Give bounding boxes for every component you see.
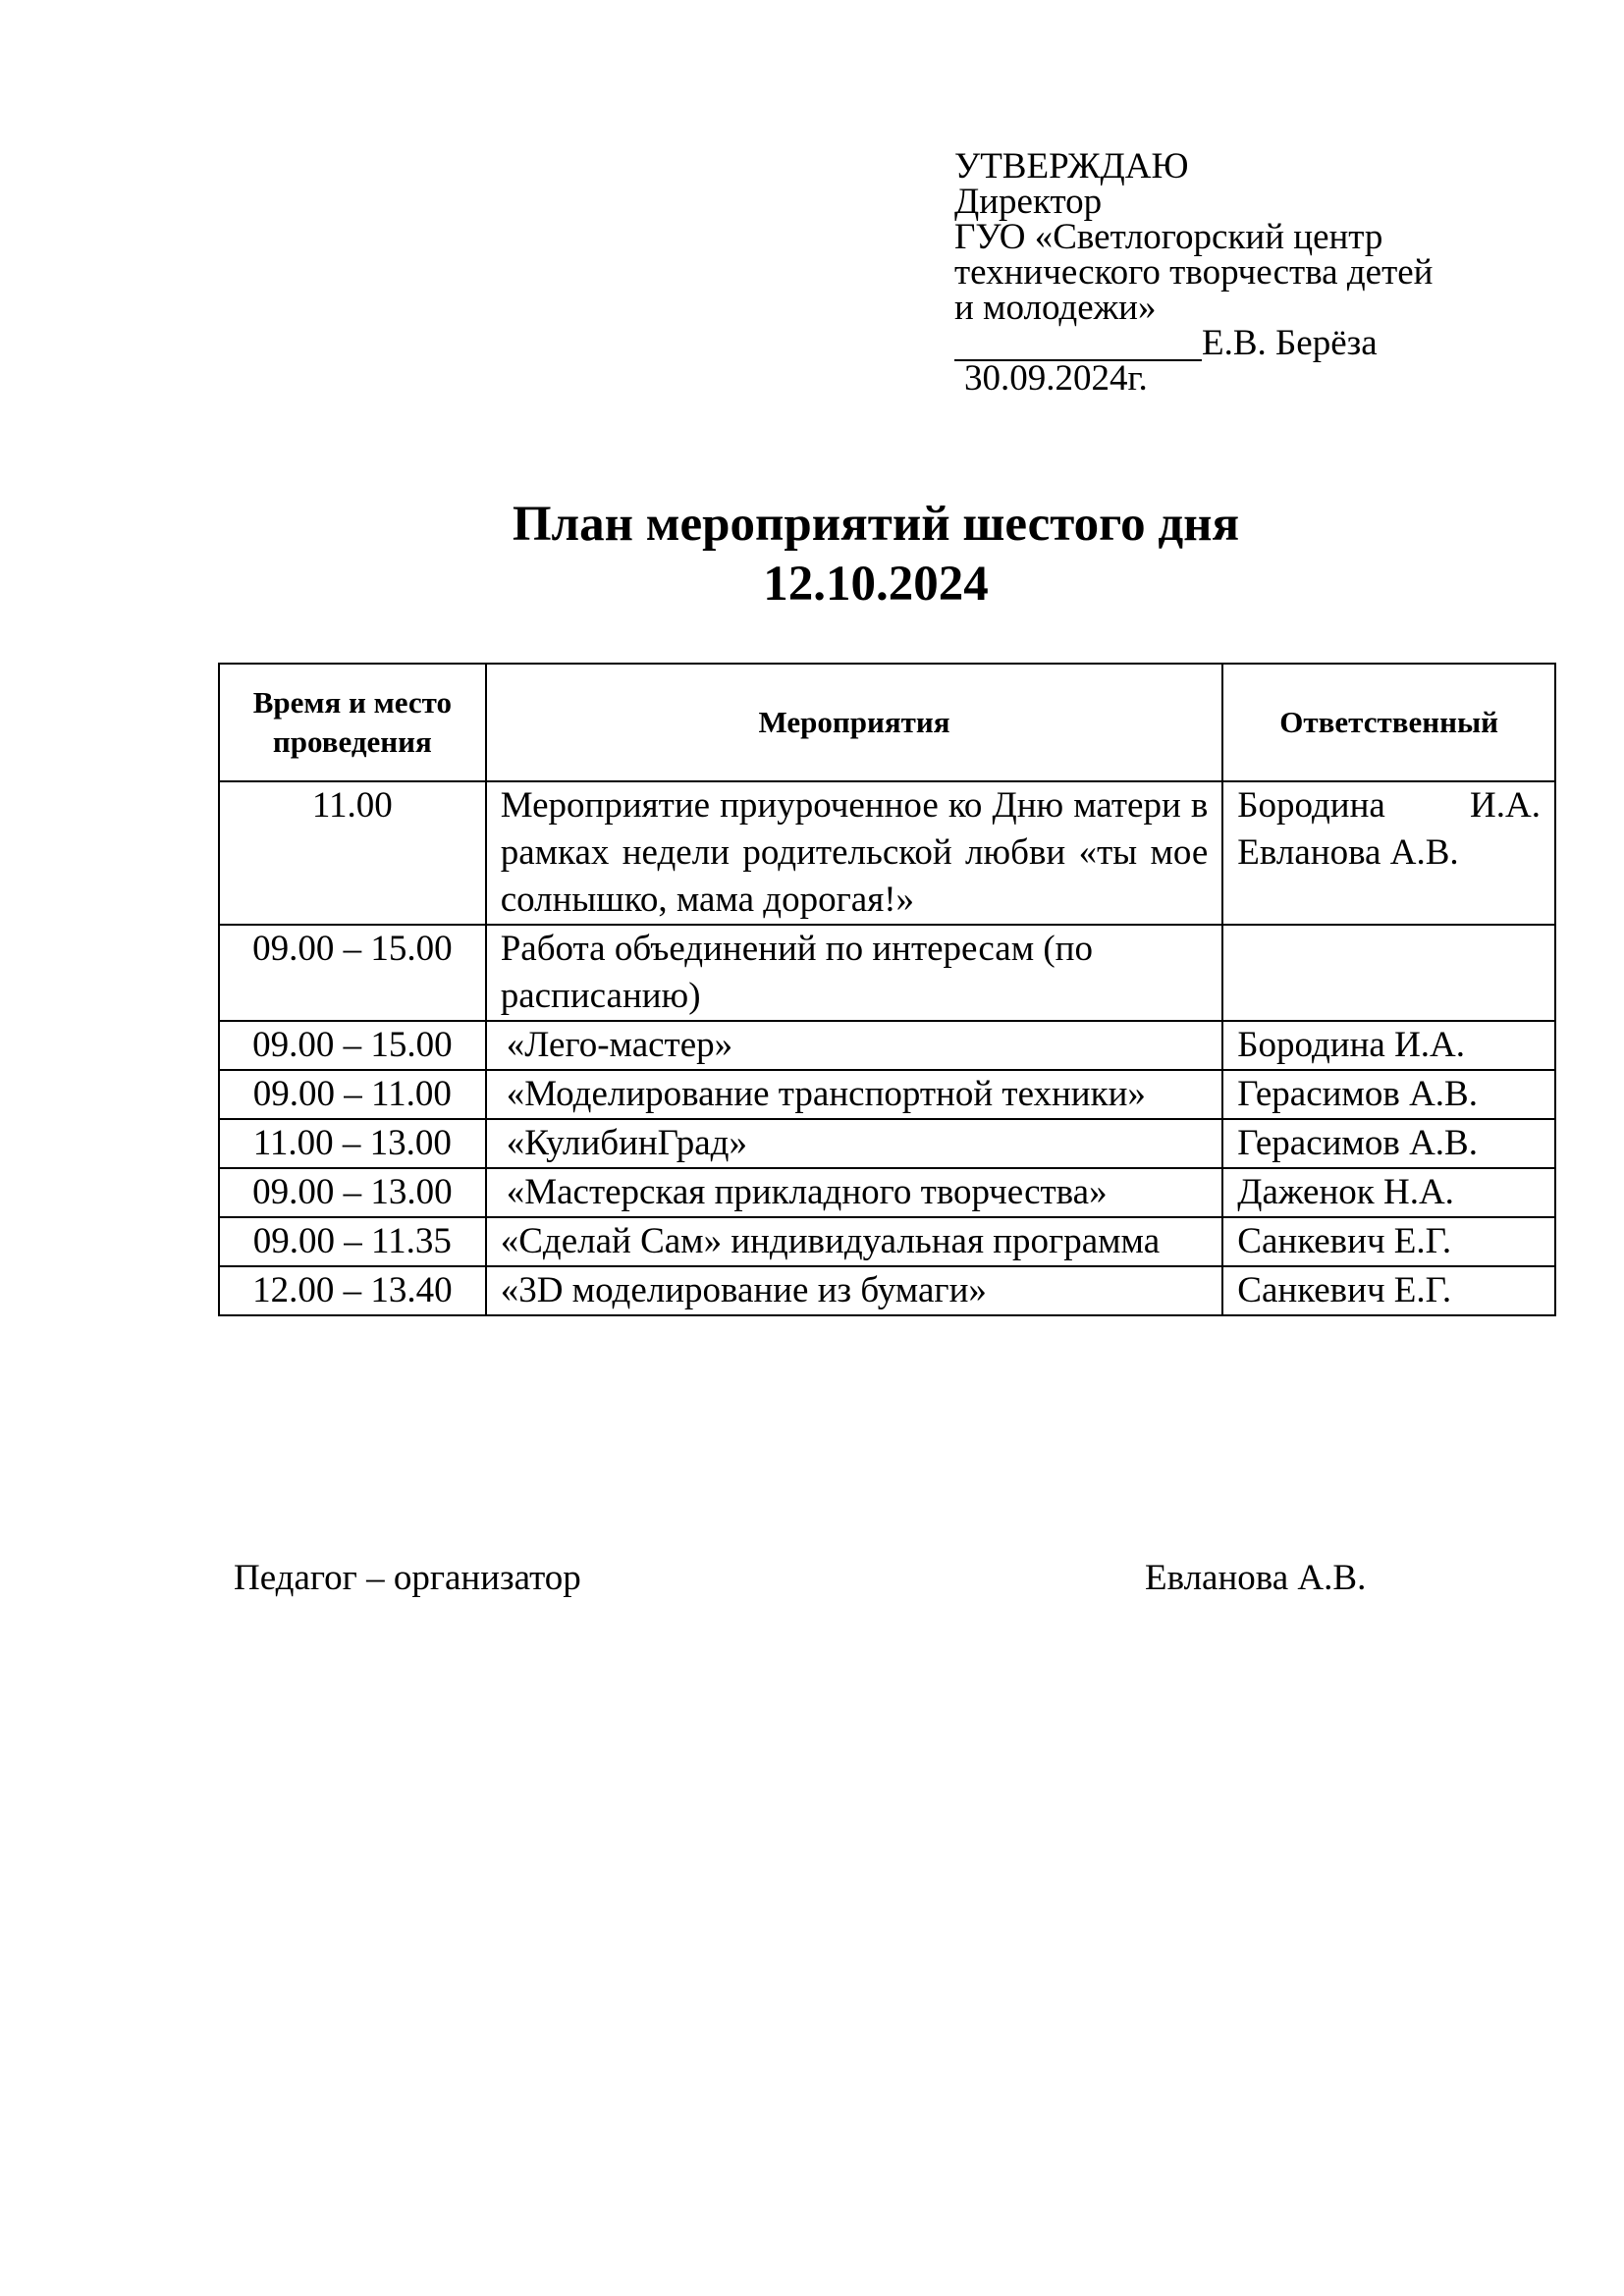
row-event: «Моделирование транспортной техники» — [486, 1070, 1223, 1119]
row-event: «Мастерская прикладного творчества» — [486, 1168, 1223, 1217]
approval-org-line2: технического творчества детей — [954, 252, 1434, 293]
signature-row — [954, 323, 1434, 363]
row-responsible: Санкевич Е.Г. — [1222, 1266, 1555, 1315]
page-title — [0, 495, 1624, 614]
footer-position: Педагог – организатор — [234, 1558, 581, 1598]
approval-block — [954, 146, 1434, 399]
table-row — [219, 1119, 1555, 1168]
row-time: 09.00 – 15.00 — [219, 1021, 486, 1070]
row-responsible: Герасимов А.В. — [1222, 1119, 1555, 1168]
table-row — [219, 1266, 1555, 1315]
approval-org-line3: и молодежи» — [954, 288, 1157, 328]
row-responsible: Герасимов А.В. — [1222, 1070, 1555, 1119]
row-event: «Сделай Сам» индивидуальная программа — [486, 1217, 1223, 1266]
table-row — [219, 1217, 1555, 1266]
table-row — [219, 1168, 1555, 1217]
header-event: Мероприятия — [486, 664, 1223, 781]
row-time: 09.00 – 13.00 — [219, 1168, 486, 1217]
approval-org-line1: ГУО «Светлогорский центр — [954, 217, 1383, 257]
approval-heading: УТВЕРЖДАЮ — [954, 146, 1189, 187]
title-line-1: План мероприятий шестого дня — [512, 497, 1240, 552]
title-date: 12.10.2024 — [763, 557, 989, 612]
row-event: «Лего-мастер» — [486, 1021, 1223, 1070]
row-time: 11.00 – 13.00 — [219, 1119, 486, 1168]
row-responsible: Даженок Н.А. — [1222, 1168, 1555, 1217]
row-event: Работа объединений по интересам (по расписанию) — [486, 925, 1223, 1021]
header-time: Время и место проведения — [219, 664, 486, 781]
row-time: 09.00 – 11.00 — [219, 1070, 486, 1119]
row-event: Мероприятие приуроченное ко Дню матери в рамках недели родительской любви «ты мое солнышко, мама дорогая!» — [486, 781, 1223, 925]
row-time: 09.00 – 11.35 — [219, 1217, 486, 1266]
approval-date: 30.09.2024г. — [964, 358, 1148, 399]
table-row — [219, 1021, 1555, 1070]
table-header-row — [219, 664, 1555, 781]
footer-name: Евланова А.В. — [1145, 1558, 1367, 1598]
approval-position: Директор — [954, 182, 1103, 222]
row-responsible: Бородина И.А. Евланова А.В. — [1222, 781, 1555, 925]
row-event: «3D моделирование из бумаги» — [486, 1266, 1223, 1315]
table-row — [219, 925, 1555, 1021]
header-responsible: Ответственный — [1222, 664, 1555, 781]
row-event: «КулибинГрад» — [486, 1119, 1223, 1168]
signature-name: Е.В. Берёза — [1202, 323, 1378, 363]
row-time: 12.00 – 13.40 — [219, 1266, 486, 1315]
schedule-table — [218, 663, 1556, 1316]
signature-line — [954, 330, 1202, 361]
row-time: 09.00 – 15.00 — [219, 925, 486, 1021]
row-responsible — [1222, 925, 1555, 1021]
table-row — [219, 781, 1555, 925]
row-responsible: Бородина И.А. — [1222, 1021, 1555, 1070]
row-time: 11.00 — [219, 781, 486, 925]
row-responsible: Санкевич Е.Г. — [1222, 1217, 1555, 1266]
table-row — [219, 1070, 1555, 1119]
